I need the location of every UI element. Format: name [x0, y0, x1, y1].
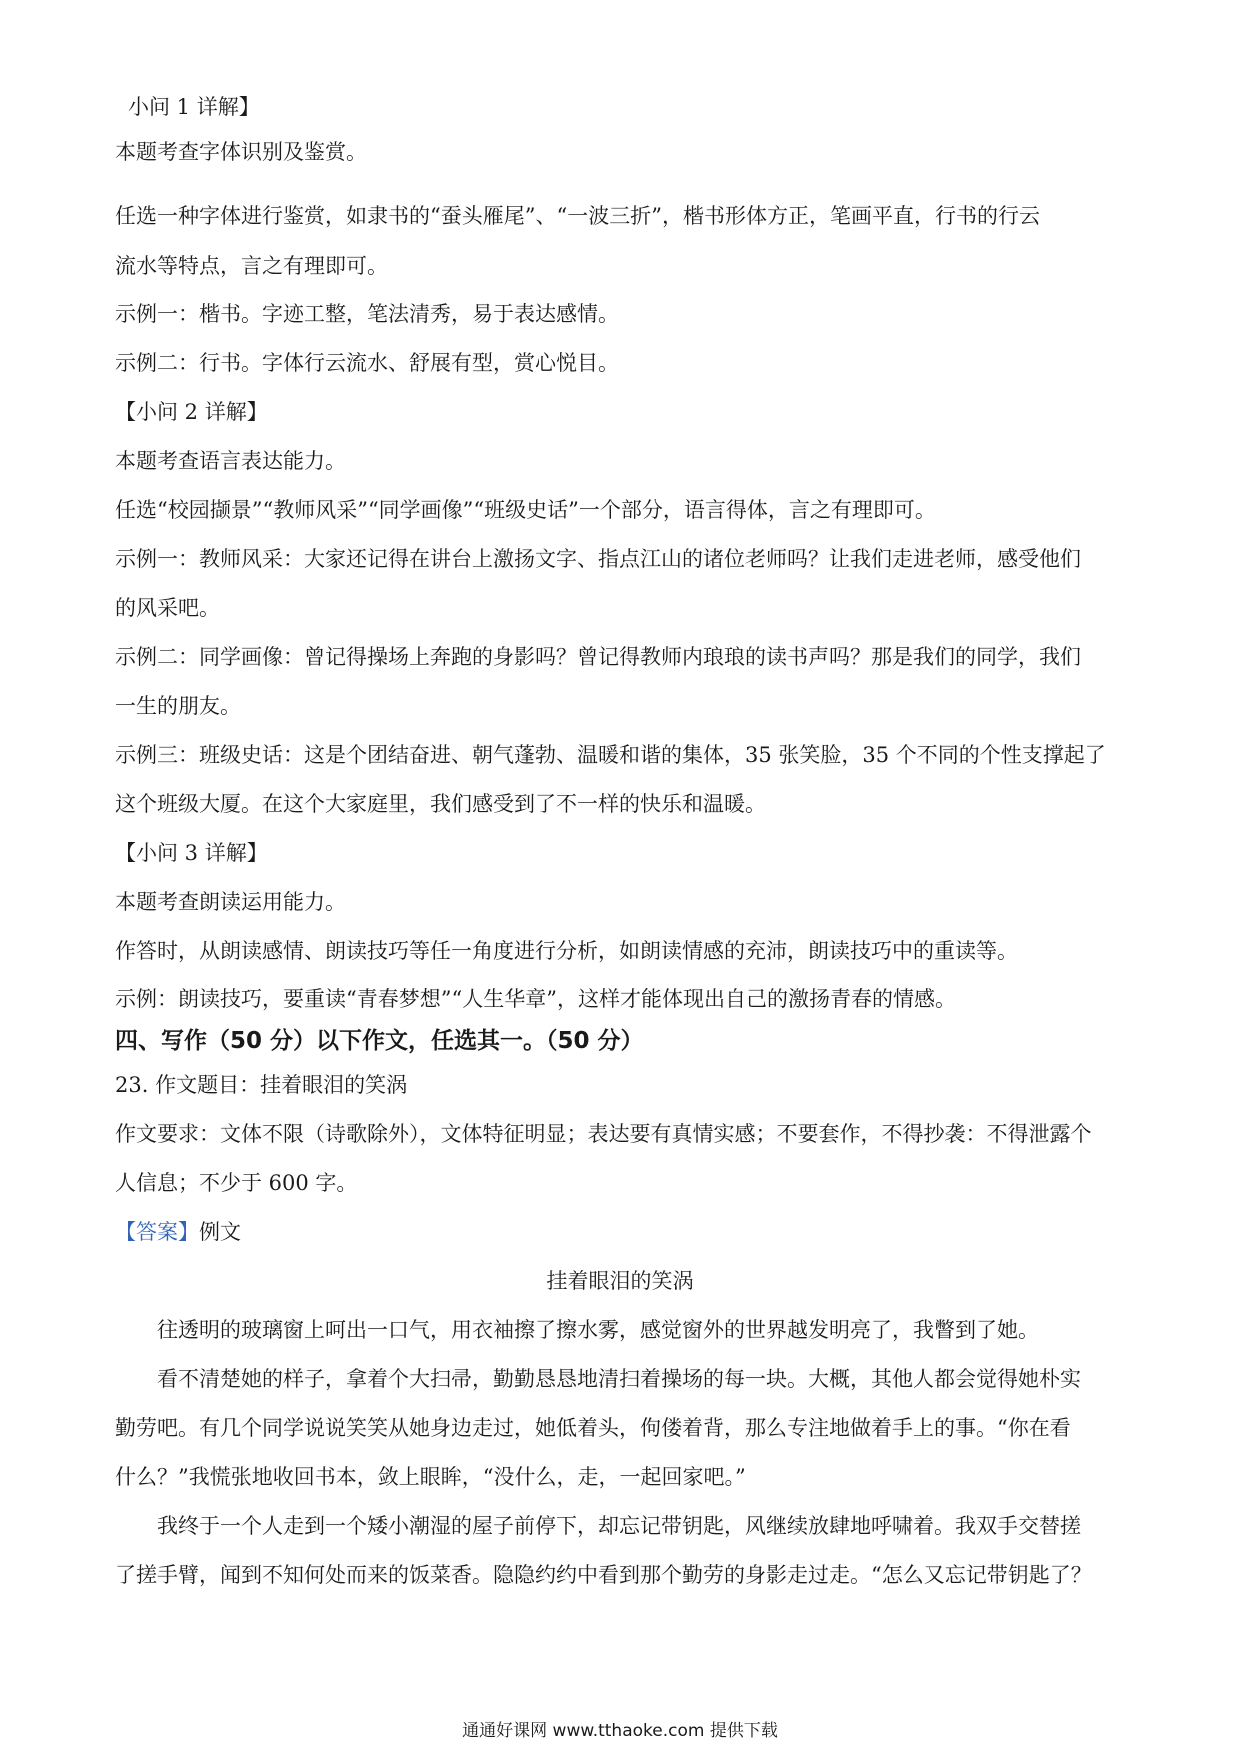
- q1-line-2: 任选一种字体进行鉴赏，如隶书的“蚕头雁尾”、“一波三折”，楷书形体方正，笔画平直，行书的行云: [115, 204, 1040, 228]
- q2-line-7: 示例三：班级史话：这是个团结奋进、朝气蓬勃、温暖和谐的集体，35 张笑脸，35 个不同的个性支撑起了: [115, 743, 1106, 767]
- essay-line-2: 看不清楚她的样子，拿着个大扫帚，勤勤恳恳地清扫着操场的每一块。大概，其他人都会觉得她朴实: [157, 1367, 1081, 1391]
- essay-line-3: 勤劳吧。有几个同学说说笑笑从她身边走过，她低着头，佝偻着背，那么专注地做着手上的事。“你在看: [115, 1416, 1071, 1440]
- q1-line-3: 流水等特点，言之有理即可。: [115, 254, 388, 278]
- q2-line-1: 本题考查语言表达能力。: [115, 449, 346, 473]
- writing-requirement-1: 作文要求：文体不限（诗歌除外），文体特征明显；表达要有真情实感；不要套作，不得抄袭：不得泄露个: [115, 1122, 1092, 1146]
- q2-line-8: 这个班级大厦。在这个大家庭里，我们感受到了不一样的快乐和温暖。: [115, 792, 766, 816]
- answer-line: [115, 1218, 241, 1246]
- essay-line-5: 我终于一个人走到一个矮小潮湿的屋子前停下，却忘记带钥匙，风继续放肆地呼啸着。我双手交替搓: [157, 1514, 1081, 1538]
- q2-line-4: 的风采吧。: [115, 596, 220, 620]
- q1-line-5: 示例二：行书。字体行云流水、舒展有型，赏心悦目。: [115, 351, 619, 375]
- q2-line-2: 任选“校园撷景”“教师风采”“同学画像”“班级史话”一个部分，语言得体，言之有理即可。: [115, 498, 936, 522]
- q2-line-6: 一生的朋友。: [115, 694, 241, 718]
- q3-line-1: 本题考查朗读运用能力。: [115, 890, 346, 914]
- essay-line-4: 什么？”我慌张地收回书本，敛上眼眸，“没什么，走，一起回家吧。”: [115, 1465, 746, 1489]
- answer-label: 例文: [199, 1220, 241, 1244]
- q1-line-4: 示例一：楷书。字迹工整，笔法清秀，易于表达感情。: [115, 302, 619, 326]
- q3-header: 【小问 3 详解】: [115, 841, 268, 865]
- q2-header: 【小问 2 详解】: [115, 400, 268, 424]
- writing-heading: 四、写作（50 分）以下作文，任选其一。（50 分）: [115, 1028, 644, 1054]
- writing-requirement-2: 人信息；不少于 600 字。: [115, 1171, 358, 1195]
- q3-line-2: 作答时，从朗读感情、朗读技巧等任一角度进行分析，如朗读情感的充沛，朗读技巧中的重读等。: [115, 939, 1018, 963]
- essay-line-1: 往透明的玻璃窗上呵出一口气，用衣袖擦了擦水雾，感觉窗外的世界越发明亮了，我瞥到了她。: [157, 1318, 1039, 1342]
- footer-watermark: 通通好课网 www.tthaoke.com 提供下载: [462, 1721, 778, 1741]
- q2-line-3: 示例一：教师风采：大家还记得在讲台上激扬文字、指点江山的诸位老师吗？让我们走进老师，感受他们: [115, 547, 1081, 571]
- answer-tag: 【答案】: [115, 1220, 199, 1244]
- q2-line-5: 示例二：同学画像：曾记得操场上奔跑的身影吗？曾记得教师内琅琅的读书声吗？那是我们的同学，我们: [115, 645, 1081, 669]
- q1-line-1: 本题考查字体识别及鉴赏。: [115, 140, 367, 164]
- q3-line-3: 示例：朗读技巧，要重读“青春梦想”“人生华章”，这样才能体现出自己的激扬青春的情感。: [115, 987, 956, 1011]
- essay-line-6: 了搓手臂，闻到不知何处而来的饭菜香。隐隐约约中看到那个勤劳的身影走过走。“怎么又忘记带钥匙了？: [115, 1563, 1092, 1587]
- q1-header: 小问 1 详解】: [128, 95, 260, 119]
- writing-question: 23. 作文题目：挂着眼泪的笑涡: [115, 1073, 408, 1097]
- essay-title: 挂着眼泪的笑涡: [546, 1269, 694, 1293]
